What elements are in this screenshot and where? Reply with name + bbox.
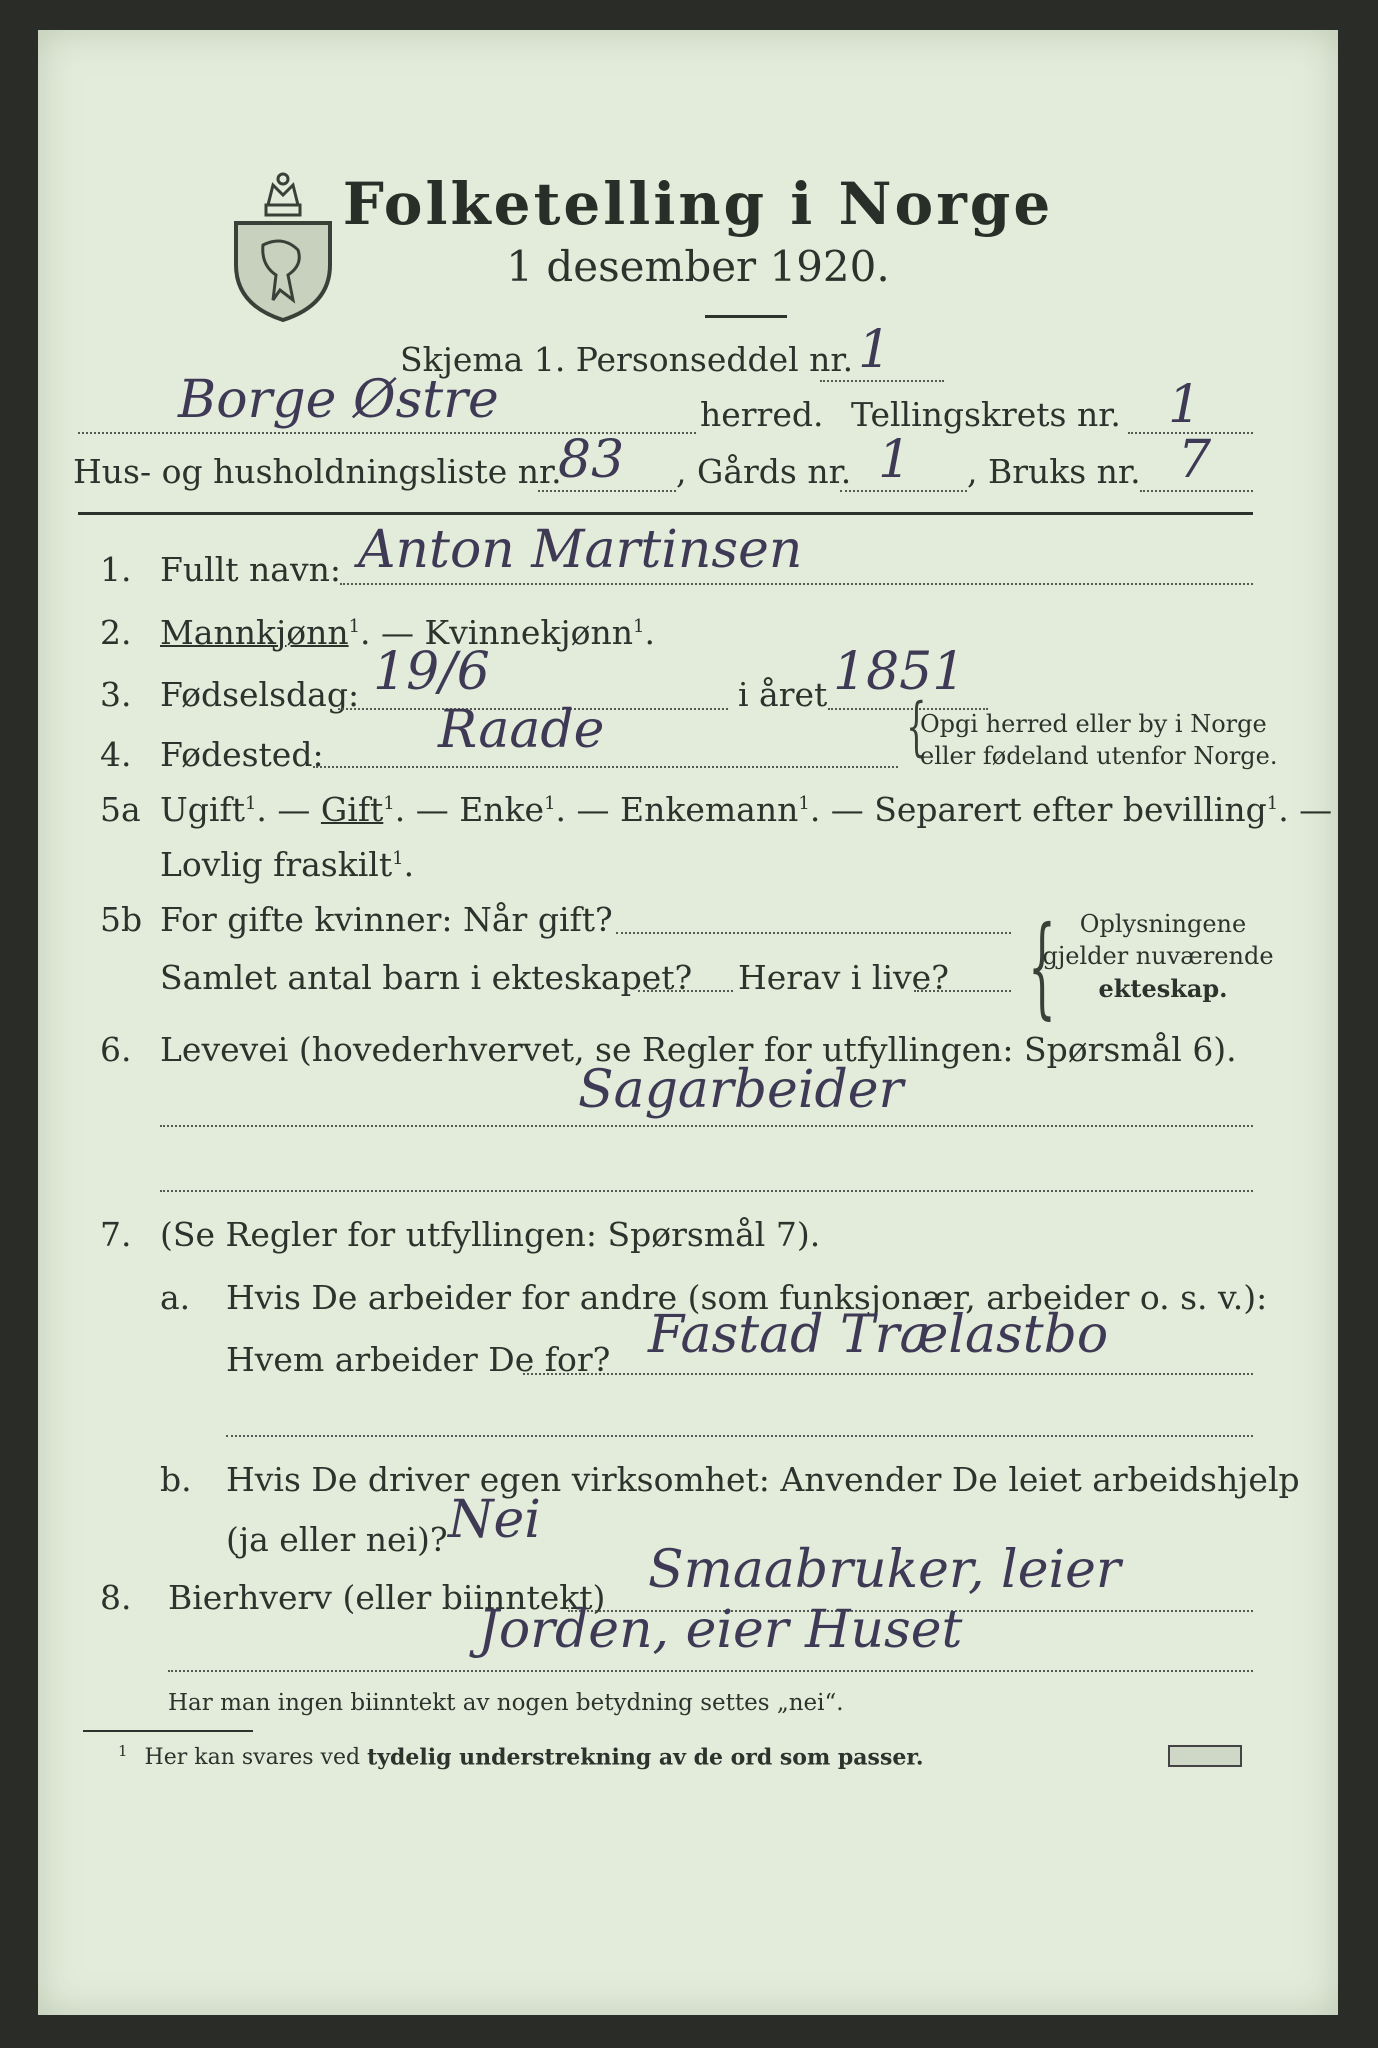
q2-sup-1: 1 — [348, 616, 361, 637]
schema-label: Skjema 1. Personseddel nr. — [400, 340, 854, 379]
bruks-label: , Bruks nr. — [967, 452, 1141, 491]
q5a-sep-end: . — — [1278, 790, 1333, 829]
widow-option[interactable]: . — Enke — [394, 790, 545, 829]
q5a-line2-end: . — [403, 845, 415, 884]
birth-year-value[interactable]: 1851 — [833, 642, 966, 702]
form-title: Folketelling i Norge — [342, 170, 1054, 238]
form-date: 1 desember 1920. — [506, 242, 890, 291]
q5b-brace: { — [1028, 902, 1056, 1030]
q6-number: 6. — [100, 1030, 132, 1069]
birthplace-value[interactable]: Raade — [438, 700, 605, 760]
q6-label: Levevei (hovederhvervet, se Regler for utfyllingen: Spørsmål 6). — [160, 1030, 1237, 1069]
bruks-line — [1140, 490, 1253, 492]
q5b-note-line2: gjelder nuværende — [1042, 942, 1274, 970]
tellingskrets-value[interactable]: 1 — [1168, 375, 1202, 435]
q5b-married-line — [616, 932, 1011, 934]
q4-brace: { — [906, 690, 927, 764]
q5b-note-line3: ekteskap. — [1098, 974, 1228, 1003]
q4-label: Fødested: — [160, 735, 324, 774]
q7a-text: Hvis De arbeider for andre (som funksjonær, arbeider o. s. v.): — [226, 1278, 1268, 1317]
personseddel-value[interactable]: 1 — [858, 320, 892, 380]
q5a-sup-4: 1 — [798, 793, 810, 814]
gards-line — [840, 490, 967, 492]
widower-option[interactable]: . — Enkemann — [555, 790, 799, 829]
q5b-number: 5b — [100, 900, 143, 939]
footnote — [118, 1742, 924, 1770]
unmarried-option[interactable]: Ugift — [160, 790, 245, 829]
q7b-text: Hvis De driver egen virksomhet: Anvender De leiet arbeidshjelp — [226, 1460, 1300, 1499]
q8-number: 8. — [100, 1578, 132, 1617]
employer-value[interactable]: Fastad Trælastbo — [648, 1305, 1109, 1365]
footnote-text-b: tydelig understrekning av de ord som passer. — [367, 1744, 924, 1771]
q7-number: 7. — [100, 1215, 132, 1254]
hired-help-value[interactable]: Nei — [448, 1490, 541, 1550]
q2-number: 2. — [100, 613, 132, 652]
footnote-text-a: Her kan svares ved — [144, 1745, 368, 1771]
full-name-value[interactable]: Anton Martinsen — [358, 520, 803, 580]
occupation-value[interactable]: Sagarbeider — [578, 1060, 904, 1120]
q8-note: Har man ingen biinntekt av nogen betydning settes „nei“. — [168, 1690, 844, 1716]
q1-line — [340, 583, 1253, 585]
tellingskrets-label: Tellingskrets nr. — [851, 395, 1121, 434]
q3-number: 3. — [100, 675, 132, 714]
divorced-option[interactable]: Lovlig fraskilt — [160, 845, 393, 884]
q2-end: . — [644, 613, 655, 652]
husliste-label: Hus- og husholdningsliste nr. — [73, 452, 562, 491]
footnote-divider — [83, 1730, 253, 1732]
herred-label: herred. — [700, 395, 824, 434]
footnote-mark: 1 — [118, 1742, 128, 1760]
q3-label: Fødselsdag: — [160, 675, 360, 714]
q7a-letter: a. — [160, 1278, 191, 1317]
q5a-sup-1: 1 — [244, 793, 257, 814]
gards-value[interactable]: 1 — [878, 430, 912, 490]
q4-line — [313, 766, 898, 768]
birthday-value[interactable]: 19/6 — [373, 642, 490, 702]
q7-label: (Se Regler for utfyllingen: Spørsmål 7). — [160, 1215, 821, 1254]
q3-year-label: i året — [738, 675, 828, 714]
q5a-options — [160, 790, 1332, 829]
gards-label: , Gårds nr. — [676, 452, 852, 491]
separated-option[interactable]: . — Separert efter bevilling — [809, 790, 1267, 829]
bruks-value[interactable]: 7 — [1178, 430, 1212, 490]
male-option[interactable]: Mannkjønn — [160, 613, 349, 652]
q4-note-line1: Opgi herred eller by i Norge — [920, 710, 1267, 738]
q1-number: 1. — [100, 550, 132, 589]
q8-line-2 — [168, 1670, 1253, 1672]
q6-line-1 — [160, 1125, 1253, 1127]
q5a-line2 — [160, 845, 414, 884]
q4-number: 4. — [100, 735, 132, 774]
husliste-line — [538, 490, 676, 492]
side-income-value-line2[interactable]: Jorden, eier Huset — [478, 1600, 963, 1660]
census-form — [38, 30, 1338, 2015]
q5a-sup-2: 1 — [383, 793, 395, 814]
q7a-label: Hvem arbeider De for? — [226, 1340, 611, 1379]
q5b-label1: For gifte kvinner: Når gift? — [160, 900, 613, 939]
side-income-value-line1[interactable]: Smaabruker, leier — [648, 1540, 1121, 1600]
q5a-sup-3: 1 — [544, 793, 556, 814]
printer-stamp — [1168, 1745, 1242, 1767]
husliste-value[interactable]: 83 — [558, 430, 625, 490]
q5b-label2: Samlet antal barn i ekteskapet? — [160, 958, 693, 997]
q7b-label: (ja eller nei)? — [226, 1520, 448, 1559]
female-option[interactable]: . — Kvinnekjønn — [360, 613, 633, 652]
q8-label: Bierhverv (eller biinntekt) — [168, 1578, 606, 1617]
header-divider — [78, 512, 1253, 515]
q1-label: Fullt navn: — [160, 550, 341, 589]
q5b-alive-line — [914, 990, 1011, 992]
married-option[interactable]: Gift — [320, 790, 384, 829]
q5b-label3: Herav i live? — [738, 958, 949, 997]
q5a-sup-6: 1 — [392, 848, 404, 869]
title-divider — [705, 315, 787, 318]
q6-line-2 — [160, 1190, 1253, 1192]
q5b-children-line — [638, 990, 733, 992]
q7a-line — [523, 1373, 1253, 1375]
herred-value[interactable]: Borge Østre — [178, 370, 499, 430]
q5a-number: 5a — [100, 790, 141, 829]
q2-sup-2: 1 — [633, 616, 645, 637]
q5a-sup-5: 1 — [1266, 793, 1279, 814]
q4-note-line2: eller fødeland utenfor Norge. — [920, 742, 1278, 770]
personseddel-line — [820, 380, 944, 382]
q5b-note-line1: Oplysningene — [1079, 910, 1247, 938]
q5a-sep-1: . — — [256, 790, 321, 829]
q7b-letter: b. — [160, 1460, 192, 1499]
q7a-line-2 — [226, 1435, 1253, 1437]
